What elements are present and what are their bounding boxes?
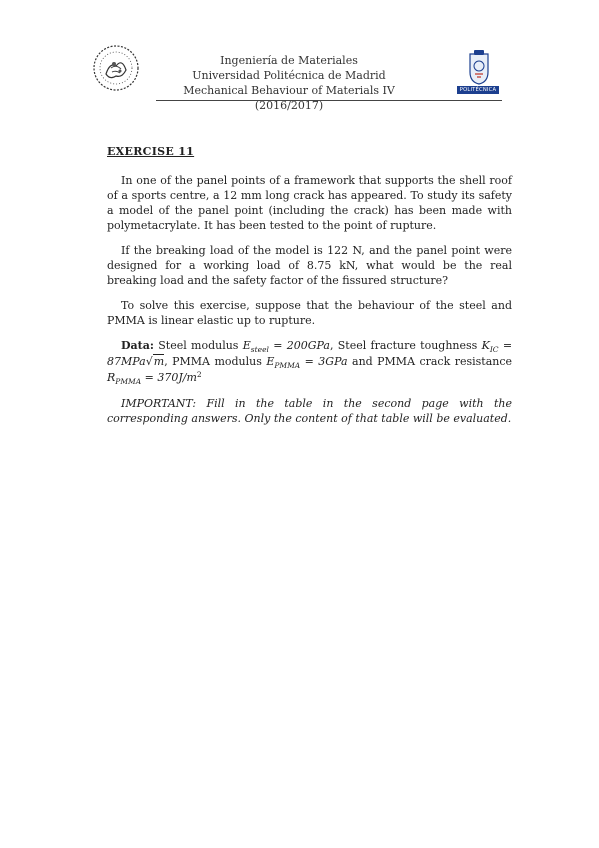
page-header [86,40,510,112]
r-symbol: R [107,371,116,384]
header-line-1: Ingeniería de Materiales [220,54,358,67]
university-seal-icon [92,44,140,92]
pmma-subscript: PMMA [274,361,301,370]
important-note: IMPORTANT: Fill in the table in the second page with the corresponding answers. Only the content of that table will be evaluated. [107,397,512,425]
crack-resistance-text: and PMMA crack resistance [352,355,513,368]
paragraph-3: To solve this exercise, suppose that the behaviour of the steel and PMMA is linear elastic up to rupture. [107,299,512,327]
header-text [148,53,430,113]
paragraph-1: In one of the panel points of a framework that supports the shell roof of a sports centre, a 12 mm long crack has appeared. To study its safety a model of the panel point (including the crack) has been made with polymetacrylate. It has been tested to the point of rupture. [107,174,512,232]
header-line-3: Mechanical Behaviour of Materials IV (2016/2017) [183,84,395,112]
r-exponent: 2 [196,370,202,379]
k-symbol: K [481,339,490,352]
crest-icon [448,48,510,86]
data-label: Data: [121,339,154,352]
exercise-content [107,144,512,426]
header-line-2: Universidad Politécnica de Madrid [192,69,386,82]
header-divider [156,100,502,101]
steel-modulus-text: Steel modulus [158,339,239,352]
toughness-text: , Steel fracture toughness [329,339,478,352]
data-paragraph [107,338,512,386]
pmma-modulus-text: , PMMA modulus [164,355,262,368]
e-symbol: E [242,339,251,352]
e-pmma-symbol: E [266,355,275,368]
pmma-modulus-value: = 3GPa [304,355,348,368]
steel-subscript: steel [250,345,269,354]
steel-modulus-value: = 200GPa [273,339,330,352]
sqrt-icon: √ [145,355,153,368]
crack-resistance-value: = 370J/m [144,371,197,384]
toughness-value: = 87MPa [107,339,513,368]
upm-logo [448,48,510,98]
exercise-title: EXERCISE 11 [107,145,195,158]
k-subscript: IC [489,345,499,354]
paragraph-2: If the breaking load of the model is 122 N, and the panel point were designed for a working load of 8.75 kN, what would be the real breaking load and the safety factor of the fissured structure? [107,244,512,287]
sqrt-m: m [153,355,165,368]
logo-caption: POLITÉCNICA [457,86,499,94]
r-subscript: PMMA [115,377,142,386]
